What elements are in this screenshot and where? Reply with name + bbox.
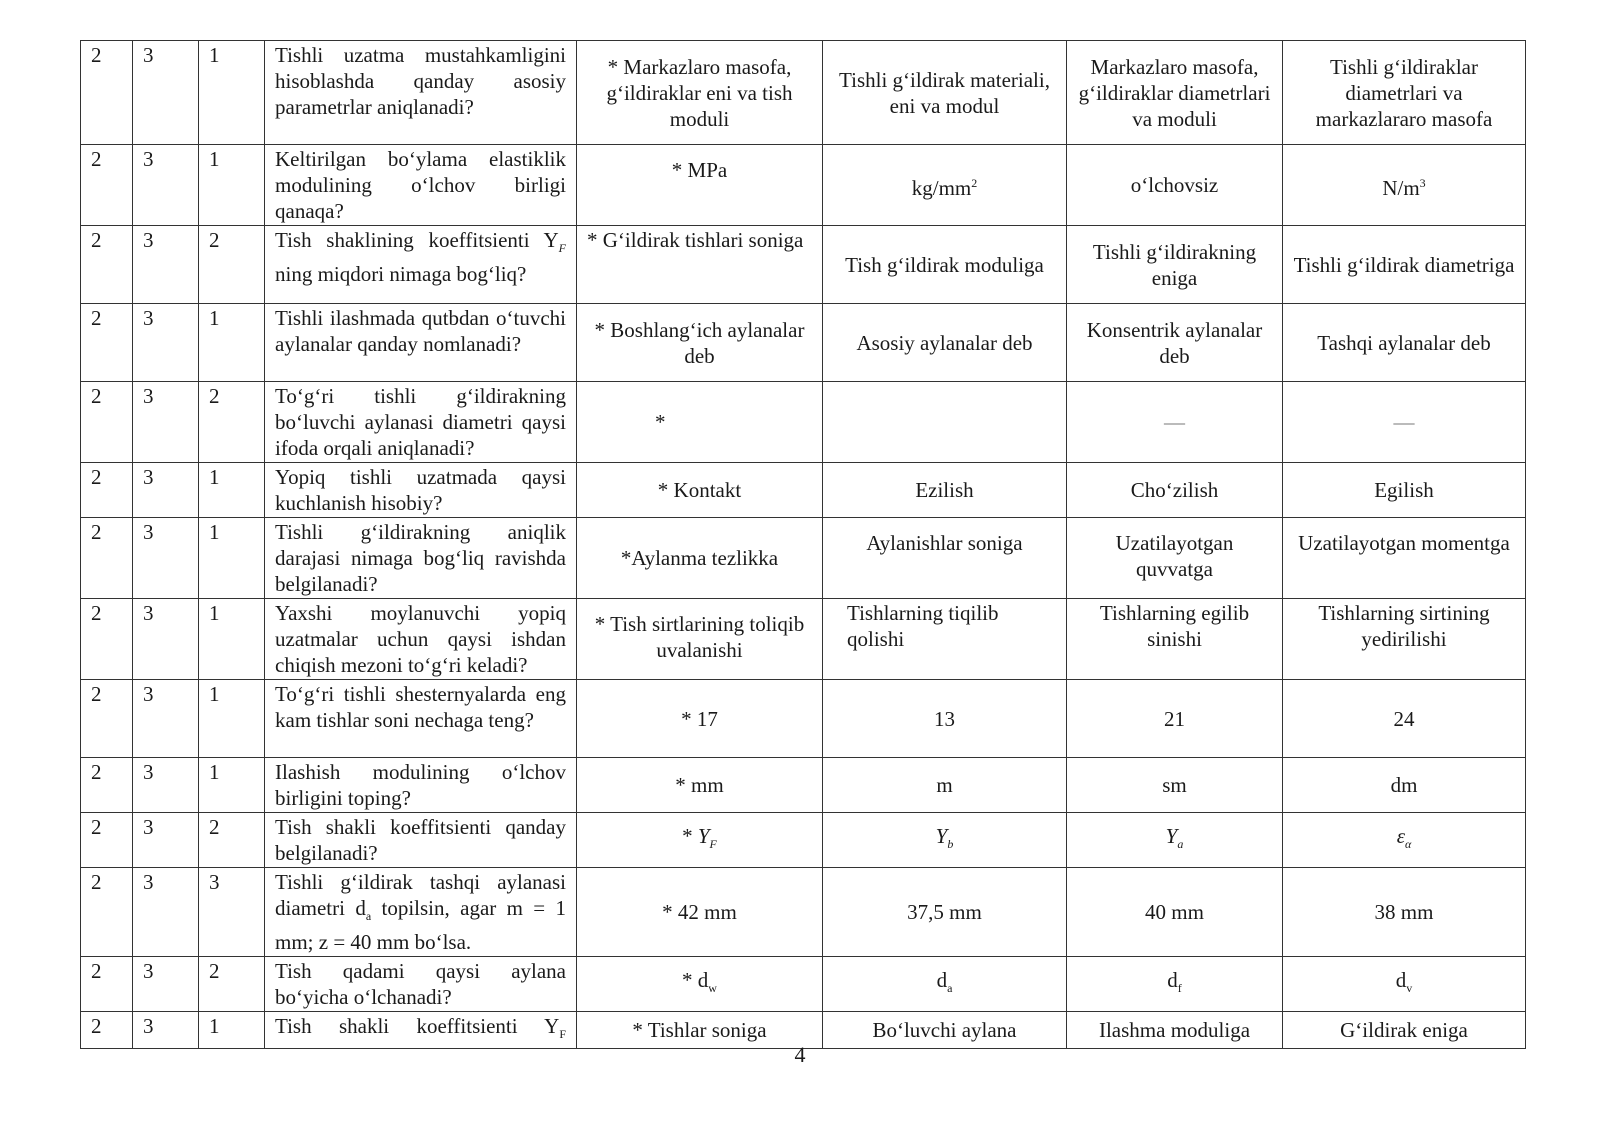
question-cell: Yaxshi moylanuvchi yopiq uzatmalar uchun qaysi ishdan chiqish mezoni to‘g‘ri keladi? [265,599,577,680]
question-table [80,40,1526,1049]
correct-answer-cell: * Markazlaro masofa, g‘ildiraklar eni va tish moduli [577,41,823,145]
table-row [81,813,1526,868]
answer-cell-c: Tishli g‘ildirakning eniga [1067,226,1283,304]
question-cell: Tishli uzatma mustahkamligini hisoblashda qanday asosiy parametrlar aniqlanadi? [265,41,577,145]
correct-answer-cell [577,957,823,1012]
symbol-subscript: a [1177,837,1184,852]
answer-cell-b: Aylanishlar soniga [823,518,1067,599]
cell-col3: 1 [199,304,265,382]
cell-col1: 2 [81,599,133,680]
answer-cell-d: Tashqi aylanalar deb [1283,304,1526,382]
cell-col3: 2 [199,813,265,868]
cell-col1: 2 [81,758,133,813]
correct-answer-cell: * 17 [577,680,823,758]
cell-col1: 2 [81,868,133,957]
table-row [81,957,1526,1012]
answer-cell-b: 13 [823,680,1067,758]
correct-answer-cell: * Boshlang‘ich aylanalar deb [577,304,823,382]
answer-cell-b [823,382,1067,463]
cell-col3: 2 [199,957,265,1012]
question-cell: Yopiq tishli uzatmada qaysi kuchlanish hisobiy? [265,463,577,518]
cell-col3: 1 [199,599,265,680]
cell-col2: 3 [133,599,199,680]
cell-col1: 2 [81,518,133,599]
table-row [81,868,1526,957]
cell-col3: 2 [199,226,265,304]
correct-answer-cell: * mm [577,758,823,813]
cell-col2: 3 [133,226,199,304]
cell-col3: 1 [199,518,265,599]
table-row [81,226,1526,304]
answer-cell-b: Tishlarning tiqilib qolishi [823,599,1067,680]
correct-mark: * [682,968,698,993]
answer-cell-b [823,813,1067,868]
table-row [81,463,1526,518]
cell-col2: 3 [133,145,199,226]
answer-cell-d [1283,957,1526,1012]
cell-col2: 3 [133,813,199,868]
answer-cell-b [823,957,1067,1012]
table-row [81,304,1526,382]
answer-cell-d [1283,145,1526,226]
cell-col2: 3 [133,868,199,957]
cell-col3: 1 [199,680,265,758]
answer-cell-c [1067,813,1283,868]
cell-col3: 1 [199,145,265,226]
question-table-container [80,40,1525,1049]
question-text: Tish shaklining koeffitsienti Y [275,228,559,252]
answer-cell-c: — [1067,382,1283,463]
cell-col3: 1 [199,41,265,145]
symbol-subscript: α [1404,837,1412,852]
answer-cell-c: Markazlaro masofa, g‘ildiraklar diametrlari va moduli [1067,41,1283,145]
answer-cell-d: G‘ildirak eniga [1283,1012,1526,1049]
cell-col2: 3 [133,463,199,518]
cell-col2: 3 [133,41,199,145]
symbol-subscript: w [708,981,717,996]
cell-col2: 3 [133,304,199,382]
answer-cell-d: 38 mm [1283,868,1526,957]
answer-cell-c: Uzatilayotgan quvvatga [1067,518,1283,599]
cell-col1: 2 [81,382,133,463]
answer-cell-d [1283,813,1526,868]
cell-col1: 2 [81,680,133,758]
answer-cell-d: Uzatilayotgan momentga [1283,518,1526,599]
question-cell: Tishli ilashmada qutbdan o‘tuvchi aylanalar qanday nomlanadi? [265,304,577,382]
cell-col2: 3 [133,758,199,813]
cell-col1: 2 [81,41,133,145]
correct-answer-cell: * [577,382,823,463]
question-cell: Keltirilgan bo‘ylama elastiklik modulining o‘lchov birligi qanaqa? [265,145,577,226]
cell-col1: 2 [81,813,133,868]
answer-cell-d: — [1283,382,1526,463]
cell-col2: 3 [133,382,199,463]
correct-answer-cell: * Tish sirtlarining toliqib uvalanishi [577,599,823,680]
question-cell: Tish qadami qaysi aylana bo‘yicha o‘lchanadi? [265,957,577,1012]
cell-col2: 3 [133,1012,199,1049]
question-cell: To‘g‘ri tishli shesternyalarda eng kam tishlar soni nechaga teng? [265,680,577,758]
cell-col3: 1 [199,463,265,518]
unit-exponent: 3 [1419,175,1426,190]
symbol-text: d [1167,968,1178,993]
answer-cell-d: Tishli g‘ildirak diametriga [1283,226,1526,304]
symbol-subscript: F [709,837,717,852]
question-text: Tish shakli koeffitsienti Y [275,1014,560,1039]
answer-cell-b: Tishli g‘ildirak materiali, eni va modul [823,41,1067,145]
question-cell: To‘g‘ri tishli g‘ildirakning bo‘luvchi aylanasi diametri qaysi ifoda orqali aniqlanadi? [265,382,577,463]
answer-cell-c: Tishlarning egilib sinishi [1067,599,1283,680]
answer-cell-c: Konsentrik aylanalar deb [1067,304,1283,382]
cell-col1: 2 [81,463,133,518]
symbol-subscript: f [1177,981,1182,996]
cell-col3: 1 [199,758,265,813]
answer-cell-d: Tishli g‘ildiraklar diametrlari va markazlararo masofa [1283,41,1526,145]
cell-col1: 2 [81,304,133,382]
cell-col3: 2 [199,382,265,463]
answer-cell-c: 21 [1067,680,1283,758]
symbol-text: d [697,968,709,993]
symbol-subscript: F [559,1027,566,1042]
table-row [81,382,1526,463]
correct-answer-cell: * 42 mm [577,868,823,957]
answer-cell-b [823,145,1067,226]
cell-col1: 2 [81,226,133,304]
answer-cell-b: Asosiy aylanalar deb [823,304,1067,382]
question-cell: Ilashish modulining o‘lchov birligini toping? [265,758,577,813]
answer-cell-b: Ezilish [823,463,1067,518]
cell-col1: 2 [81,1012,133,1049]
answer-cell-c: o‘lchovsiz [1067,145,1283,226]
answer-cell-c: 40 mm [1067,868,1283,957]
correct-answer-cell: *Aylanma tezlikka [577,518,823,599]
page-number: 4 [794,1042,806,1067]
symbol-text: Y [1165,823,1178,848]
symbol-text: Y [697,823,710,848]
correct-answer-cell [577,813,823,868]
cell-col2: 3 [133,957,199,1012]
cell-col1: 2 [81,957,133,1012]
cell-col1: 2 [81,145,133,226]
question-text-cont: topilsin, agar m = 1 mm; z = 40 mm bo‘lsa. [275,896,566,955]
answer-cell-c: Ilashma moduliga [1067,1012,1283,1049]
answer-cell-d: 24 [1283,680,1526,758]
answer-cell-d: dm [1283,758,1526,813]
symbol-subscript: F [558,241,566,256]
answer-cell-b: Bo‘luvchi aylana [823,1012,1067,1049]
symbol-subscript: a [947,981,953,996]
answer-cell-c: sm [1067,758,1283,813]
symbol-text: d [936,968,948,993]
table-row [81,145,1526,226]
question-cell [265,868,577,957]
table-row [81,518,1526,599]
question-cell: Tishli g‘ildirakning aniqlik darajasi nimaga bog‘liq ravishda belgilanadi? [265,518,577,599]
table-row [81,599,1526,680]
question-text-cont: ning miqdori nimaga bog‘liq? [275,262,527,287]
answer-cell-c: Cho‘zilish [1067,463,1283,518]
question-cell [265,226,577,304]
symbol-text: Y [935,823,948,848]
correct-answer-cell: * Kontakt [577,463,823,518]
cell-col2: 3 [133,680,199,758]
unit-text: N/m [1382,175,1420,200]
answer-cell-b: Tish g‘ildirak moduliga [823,226,1067,304]
question-text: Tishli g‘ildirak tashqi aylanasi diametri d [275,870,566,920]
symbol-subscript: a [365,909,372,924]
answer-cell-d: Egilish [1283,463,1526,518]
answer-cell-d: Tishlarning sirtining yedirilishi [1283,599,1526,680]
table-row [81,680,1526,758]
symbol-subscript: b [947,837,954,852]
correct-answer-cell: * Tishlar soniga [577,1012,823,1049]
symbol-subscript: v [1406,981,1413,996]
question-cell: Tish shakli koeffitsienti qanday belgilanadi? [265,813,577,868]
cell-col3: 3 [199,868,265,957]
cell-col3: 1 [199,1012,265,1049]
answer-cell-c [1067,957,1283,1012]
unit-text: kg/mm [911,175,972,200]
table-row [81,758,1526,813]
correct-answer-cell: * MPa [577,145,823,226]
correct-mark: * [682,823,698,848]
table-row [81,41,1526,145]
correct-answer-cell: * G‘ildirak tishlari soniga [577,226,823,304]
answer-cell-b: 37,5 mm [823,868,1067,957]
unit-exponent: 2 [971,175,978,190]
answer-cell-b: m [823,758,1067,813]
symbol-text: ε [1396,823,1405,848]
symbol-text: d [1395,968,1407,993]
cell-col2: 3 [133,518,199,599]
